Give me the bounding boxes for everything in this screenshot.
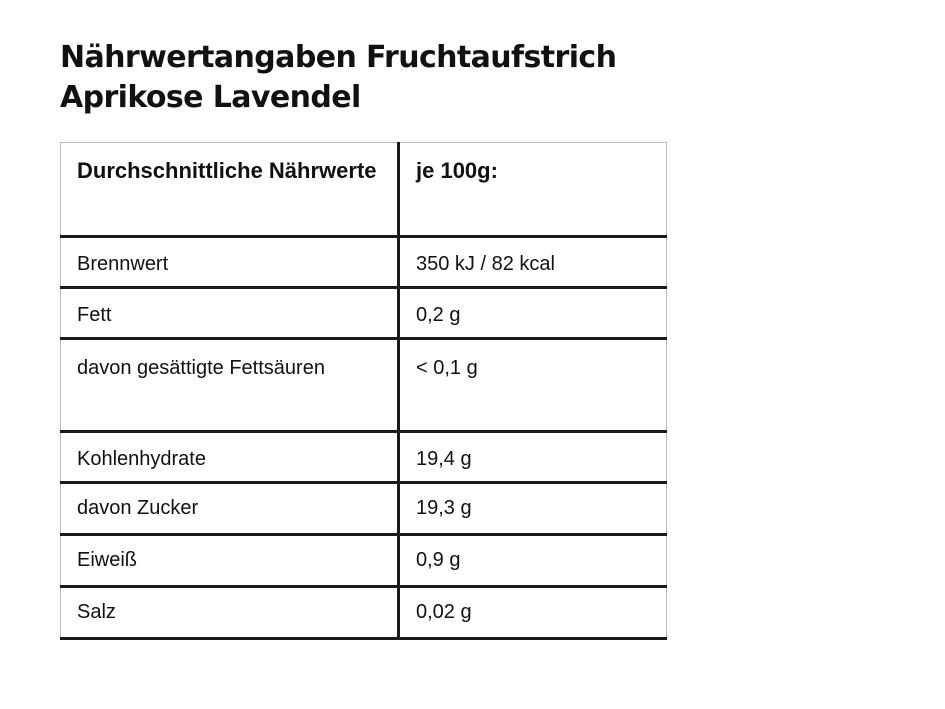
title-line-2: Aprikose Lavendel bbox=[60, 80, 361, 115]
nutrient-name: Fett bbox=[61, 288, 399, 339]
table-row bbox=[61, 587, 667, 639]
header-per-100g: je 100g: bbox=[399, 143, 667, 237]
nutrient-value: 350 kJ / 82 kcal bbox=[399, 237, 667, 288]
title-line-1: Nährwertangaben Fruchtaufstrich bbox=[60, 40, 617, 75]
table-row bbox=[61, 483, 667, 535]
table-row bbox=[61, 432, 667, 483]
nutrition-table bbox=[60, 142, 667, 640]
table-header-row bbox=[61, 143, 667, 237]
page-title bbox=[60, 38, 616, 118]
nutrient-name: Brennwert bbox=[61, 237, 399, 288]
nutrient-value: 19,4 g bbox=[399, 432, 667, 483]
nutrient-value: 0,9 g bbox=[399, 535, 667, 587]
nutrient-name: Kohlenhydrate bbox=[61, 432, 399, 483]
table-row bbox=[61, 237, 667, 288]
table-row bbox=[61, 535, 667, 587]
nutrient-name: davon Zucker bbox=[61, 483, 399, 535]
nutrient-value: < 0,1 g bbox=[399, 339, 667, 432]
nutrient-value: 0,2 g bbox=[399, 288, 667, 339]
nutrient-name: davon gesättigte Fettsäuren bbox=[61, 339, 399, 432]
table-row bbox=[61, 288, 667, 339]
nutrient-name: Salz bbox=[61, 587, 399, 639]
header-nutrients: Durchschnittliche Nährwerte bbox=[61, 143, 399, 237]
nutrient-name: Eiweiß bbox=[61, 535, 399, 587]
nutrient-value: 0,02 g bbox=[399, 587, 667, 639]
table-row bbox=[61, 339, 667, 432]
nutrient-value: 19,3 g bbox=[399, 483, 667, 535]
